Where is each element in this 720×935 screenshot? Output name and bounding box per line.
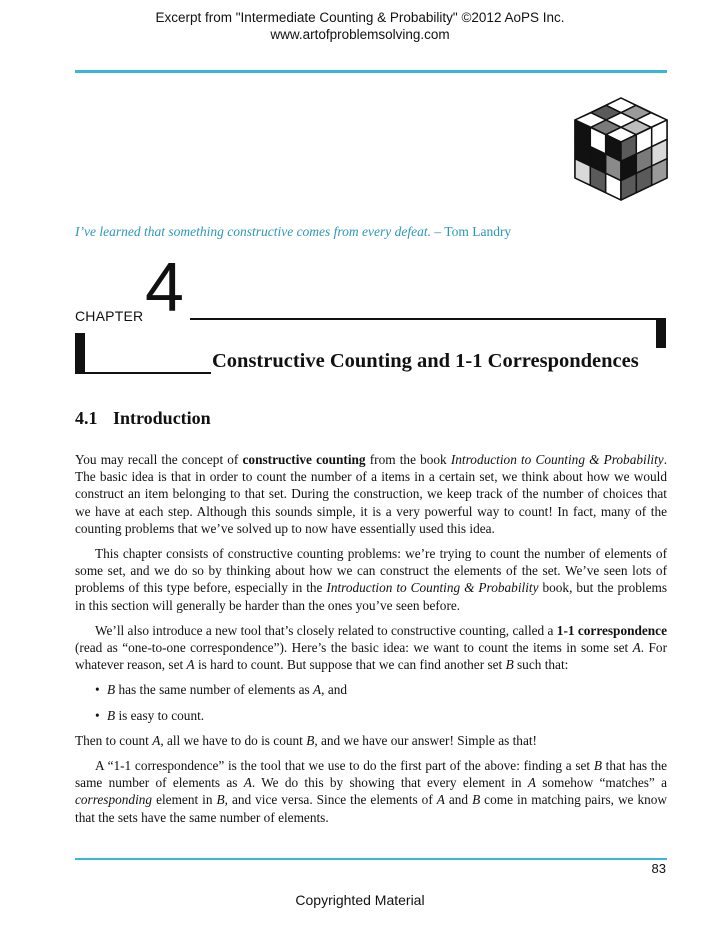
cube-icon xyxy=(573,96,669,204)
text-run: has the same number of elements as xyxy=(115,682,314,698)
paragraph-4 xyxy=(75,732,667,749)
body-text xyxy=(75,451,667,834)
text-run: , and xyxy=(321,682,348,698)
epigraph xyxy=(75,224,675,240)
top-rule xyxy=(75,70,667,73)
text-run: and xyxy=(444,792,473,808)
text-run: We’ll also introduce a new tool that’s closely related to constructive counting, called a xyxy=(95,622,557,638)
math-var: A xyxy=(186,657,195,673)
text-run: book, but the problems in this section will generally be harder than the ones you’ve seen before. xyxy=(75,580,668,613)
text-run: , all we have to do is count xyxy=(160,732,307,748)
math-var: A xyxy=(436,792,445,808)
math-var: A xyxy=(152,732,161,748)
bullet-icon: • xyxy=(95,707,100,723)
math-var: B xyxy=(216,792,225,808)
math-var: A xyxy=(313,682,322,698)
section-title: Introduction xyxy=(113,408,211,428)
chapter-title: Constructive Counting and 1-1 Correspondences xyxy=(212,350,639,372)
bullet-icon: • xyxy=(95,682,100,698)
text-run: somehow “matches” a xyxy=(535,775,667,791)
text-run: that has the same number of elements as xyxy=(75,758,667,791)
paragraph-5 xyxy=(75,757,667,826)
section-number: 4.1 xyxy=(75,408,98,428)
epigraph-attribution: – Tom Landry xyxy=(431,224,512,239)
math-var: A xyxy=(632,640,641,656)
text-run: . For whatever reason, set xyxy=(75,640,667,673)
paragraph-3 xyxy=(75,622,667,674)
text-run: is hard to count. But suppose that we can find another set xyxy=(194,657,506,673)
math-var: B xyxy=(306,732,315,748)
term-1-1-correspondence: 1-1 correspondence xyxy=(556,622,667,638)
header-url-line: www.artofproblemsolving.com xyxy=(270,27,450,42)
math-var: A xyxy=(243,775,252,791)
text-run: You may recall the concept of xyxy=(75,452,243,467)
math-var: B xyxy=(472,792,481,808)
text-run: (read as “one-to-one correspondence”). Here’s the basic idea: we want to count the items in some set xyxy=(75,640,633,656)
chapter-rule-top xyxy=(190,318,658,320)
text-run: Then to count xyxy=(75,732,153,748)
bullet-list xyxy=(75,681,667,723)
list-item xyxy=(75,707,667,724)
text-run: element in xyxy=(152,792,217,808)
section-heading xyxy=(75,408,211,429)
page-header xyxy=(0,9,720,43)
math-var: B xyxy=(107,707,116,723)
header-excerpt-line: Excerpt from "Intermediate Counting & Probability" ©2012 AoPS Inc. xyxy=(155,10,565,25)
chapter-rule-bottom xyxy=(75,372,211,374)
book-title: Introduction to Counting & Probability xyxy=(450,452,664,467)
chapter-bar-left xyxy=(75,333,85,374)
epigraph-quote: I’ve learned that something constructive comes from every defeat. xyxy=(75,224,432,239)
text-run: A “1-1 correspondence” is the tool that we use to do the first part of the above: finding a set xyxy=(95,758,594,774)
text-run: , and we have our answer! Simple as that! xyxy=(314,732,537,748)
emphasis: corresponding xyxy=(75,792,153,808)
text-run: . The basic idea is that in order to count the number of a items in a certain set, we think about how we would construct an item belonging to that set. During the construction, we keep track of the number of choices that we have at each step. Although this sounds simple, it is a very powerful way to count! In fact, many of the counting problems that we’ve solved up to now have essentially used this idea. xyxy=(75,452,668,536)
book-title: Introduction to Counting & Probability xyxy=(326,580,539,596)
paragraph-2 xyxy=(75,545,667,614)
page-footer: Copyrighted Material xyxy=(295,892,425,908)
chapter-number: 4 xyxy=(145,248,184,326)
math-var: B xyxy=(593,758,602,774)
paragraph-1 xyxy=(75,451,667,537)
term-constructive-counting: constructive counting xyxy=(242,452,366,467)
chapter-bar-right xyxy=(656,318,666,348)
text-run: is easy to count. xyxy=(115,707,205,723)
chapter-label: CHAPTER xyxy=(75,308,144,324)
list-item xyxy=(75,681,667,698)
bottom-rule xyxy=(75,858,667,860)
text-run: , and vice versa. Since the elements of xyxy=(224,792,437,808)
text-run: from the book xyxy=(365,452,451,467)
math-var: A xyxy=(527,775,536,791)
text-run: . We do this by showing that every element in xyxy=(251,775,528,791)
text-run: such that: xyxy=(513,657,569,673)
text-run: This chapter consists of constructive counting problems: we’re trying to count the number of elements of some set, and we do so by thinking about how we can construct the elements of the set. We’ve seen lots of problems of this type before, especially in the xyxy=(75,546,667,596)
math-var: B xyxy=(107,682,116,698)
math-var: B xyxy=(505,657,514,673)
text-run: come in matching pairs, we know that the sets have the same number of elements. xyxy=(75,792,667,825)
page-number: 83 xyxy=(651,861,666,876)
